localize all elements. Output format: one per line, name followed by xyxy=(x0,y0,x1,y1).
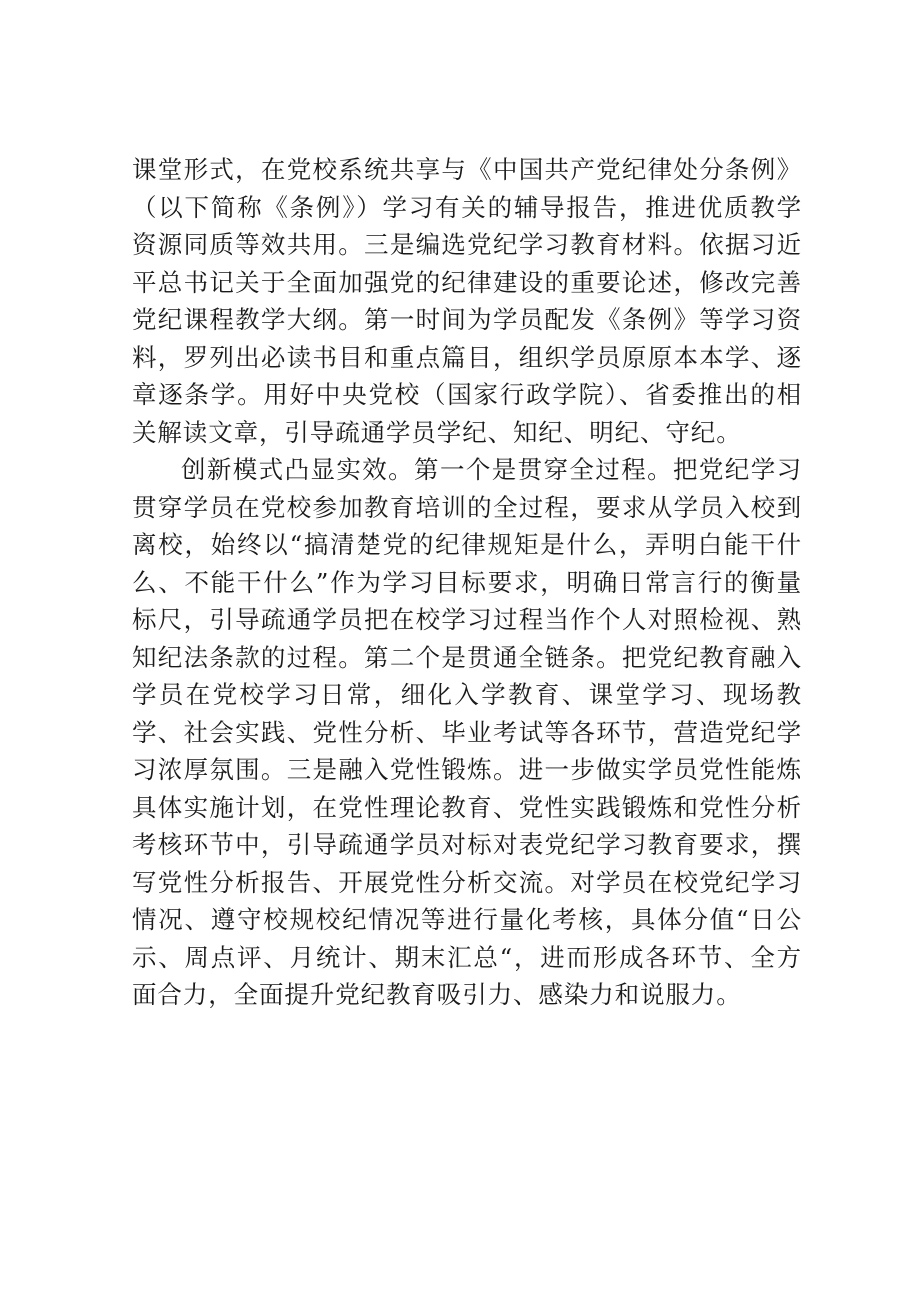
document-body xyxy=(132,151,802,1014)
paragraph-2: 创新模式凸显实效。第一个是贯穿全过程。把党纪学习贯穿学员在党校参加教育培训的全过程，要求从学员入校到离校，始终以“搞清楚党的纪律规矩是什么，弄明白能干什么、不能干什么”作为学习目标要求，明确日常言行的衡量标尺，引导疏通学员把在校学习过程当作个人对照检视、熟知纪法条款的过程。第二个是贯通全链条。把党纪教育融入学员在党校学习日常，细化入学教育、课堂学习、现场教学、社会实践、党性分析、毕业考试等各环节，营造党纪学习浓厚氛围。三是融入党性锻炼。进一步做实学员党性能炼具体实施计划，在党性理论教育、党性实践锻炼和党性分析考核环节中，引导疏通学员对标对表党纪学习教育要求，撰写党性分析报告、开展党性分析交流。对学员在校党纪学习情况、遵守校规校纪情况等进行量化考核，具体分值“日公示、周点评、月统计、期末汇总“，进而形成各环节、全方面合力，全面提升党纪教育吸引力、感染力和说服力。 xyxy=(132,455,802,1009)
paragraph-1: 课堂形式，在党校系统共享与《中国共产党纪律处分条例》（以下简称《条例》）学习有关的辅导报告，推进优质教学资源同质等效共用。三是编选党纪学习教育材料。依据习近平总书记关于全面加强党的纪律建设的重要论述，修改完善党纪课程教学大纲。第一时间为学员配发《条例》等学习资料，罗列出必读书目和重点篇目，组织学员原原本本学、逐章逐条学。用好中央党校（国家行政学院）、省委推出的相关解读文章，引导疏通学员学纪、知纪、明纪、守纪。 xyxy=(132,155,802,447)
